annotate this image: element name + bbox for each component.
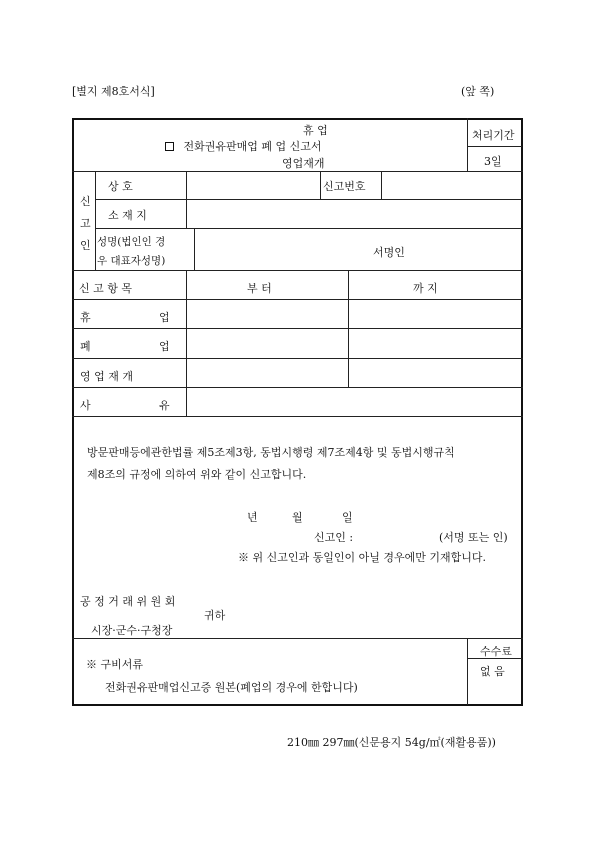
required-document-item: 전화권유판매업신고증 원본(폐업의 경우에 한합니다) bbox=[105, 681, 358, 694]
address-field[interactable] bbox=[188, 202, 518, 226]
representative-label-1: 성명(법인인 경 bbox=[97, 236, 166, 248]
required-documents-title: ※ 구비서류 bbox=[86, 658, 144, 671]
page-side-label: (앞 쪽) bbox=[461, 85, 495, 98]
declaration-note: ※ 위 신고인과 동일인이 아닐 경우에만 기재합니다. bbox=[238, 551, 486, 564]
applicant-label-3: 인 bbox=[80, 239, 91, 252]
closure-to-field[interactable] bbox=[350, 330, 519, 356]
fee-label: 수수료 bbox=[480, 645, 512, 658]
from-column-label: 부 터 bbox=[247, 282, 272, 295]
applicant-label-1: 신 bbox=[80, 195, 91, 208]
signature-label: 서명인 bbox=[373, 246, 405, 259]
processing-period-label: 처리기간 bbox=[472, 129, 515, 142]
suspension-from-field[interactable] bbox=[188, 301, 346, 326]
reopen-from-field[interactable] bbox=[188, 360, 346, 385]
reason-label-b: 유 bbox=[159, 399, 170, 412]
suspension-to-field[interactable] bbox=[350, 301, 519, 326]
suspension-label-a: 휴 bbox=[80, 311, 91, 324]
title-line-1: 휴 업 bbox=[303, 124, 328, 137]
declarant-label: 신고인 : bbox=[314, 531, 354, 544]
recipient-honorific: 귀하 bbox=[204, 609, 226, 622]
date-day-label: 일 bbox=[342, 511, 353, 524]
closure-label-b: 업 bbox=[159, 340, 170, 353]
date-month-label: 월 bbox=[292, 511, 303, 524]
declaration-line-2: 제8조의 규정에 의하여 위와 같이 신고합니다. bbox=[87, 468, 307, 481]
reopen-label: 영 업 재 개 bbox=[80, 370, 133, 383]
recipient-local: 시장·군수·구청장 bbox=[91, 624, 173, 637]
date-year-label: 년 bbox=[247, 511, 258, 524]
applicant-label-2: 고 bbox=[80, 217, 91, 230]
title-line-2: 전화권유판매업 폐 업 신고서 bbox=[165, 138, 322, 154]
recipient-org: 공 정 거 래 위 원 회 bbox=[80, 595, 176, 608]
reason-label-a: 사 bbox=[80, 399, 91, 412]
business-name-field[interactable] bbox=[188, 173, 318, 197]
closure-from-field[interactable] bbox=[188, 330, 346, 356]
report-number-label: 신고번호 bbox=[323, 180, 366, 193]
declaration-line-1: 방문판매등에관한법률 제5조제3항, 동법시행령 제7조제4항 및 동법시행규칙 bbox=[87, 446, 455, 459]
business-name-label: 상 호 bbox=[108, 180, 133, 193]
processing-period-value: 3일 bbox=[484, 155, 502, 168]
form-number: [별지 제8호서식] bbox=[72, 85, 155, 98]
address-label: 소 재 지 bbox=[108, 209, 147, 222]
items-header-label: 신 고 항 목 bbox=[79, 282, 132, 295]
sign-or-seal-label: (서명 또는 인) bbox=[439, 531, 508, 544]
title-line-3: 영업재개 bbox=[282, 157, 325, 170]
fee-value: 없 음 bbox=[480, 665, 505, 678]
reopen-to-field[interactable] bbox=[350, 360, 519, 385]
report-number-field[interactable] bbox=[383, 173, 519, 197]
representative-label-2: 우 대표자성명) bbox=[97, 255, 166, 267]
to-column-label: 까 지 bbox=[413, 282, 438, 295]
suspension-label-b: 업 bbox=[159, 311, 170, 324]
reason-field[interactable] bbox=[188, 389, 519, 414]
paper-spec: 210㎜ 297㎜(신문용지 54g/㎡(재활용품)) bbox=[287, 736, 496, 749]
declarant-name-field[interactable] bbox=[370, 526, 436, 542]
checkbox-icon bbox=[165, 142, 174, 151]
closure-label-a: 폐 bbox=[80, 340, 91, 353]
